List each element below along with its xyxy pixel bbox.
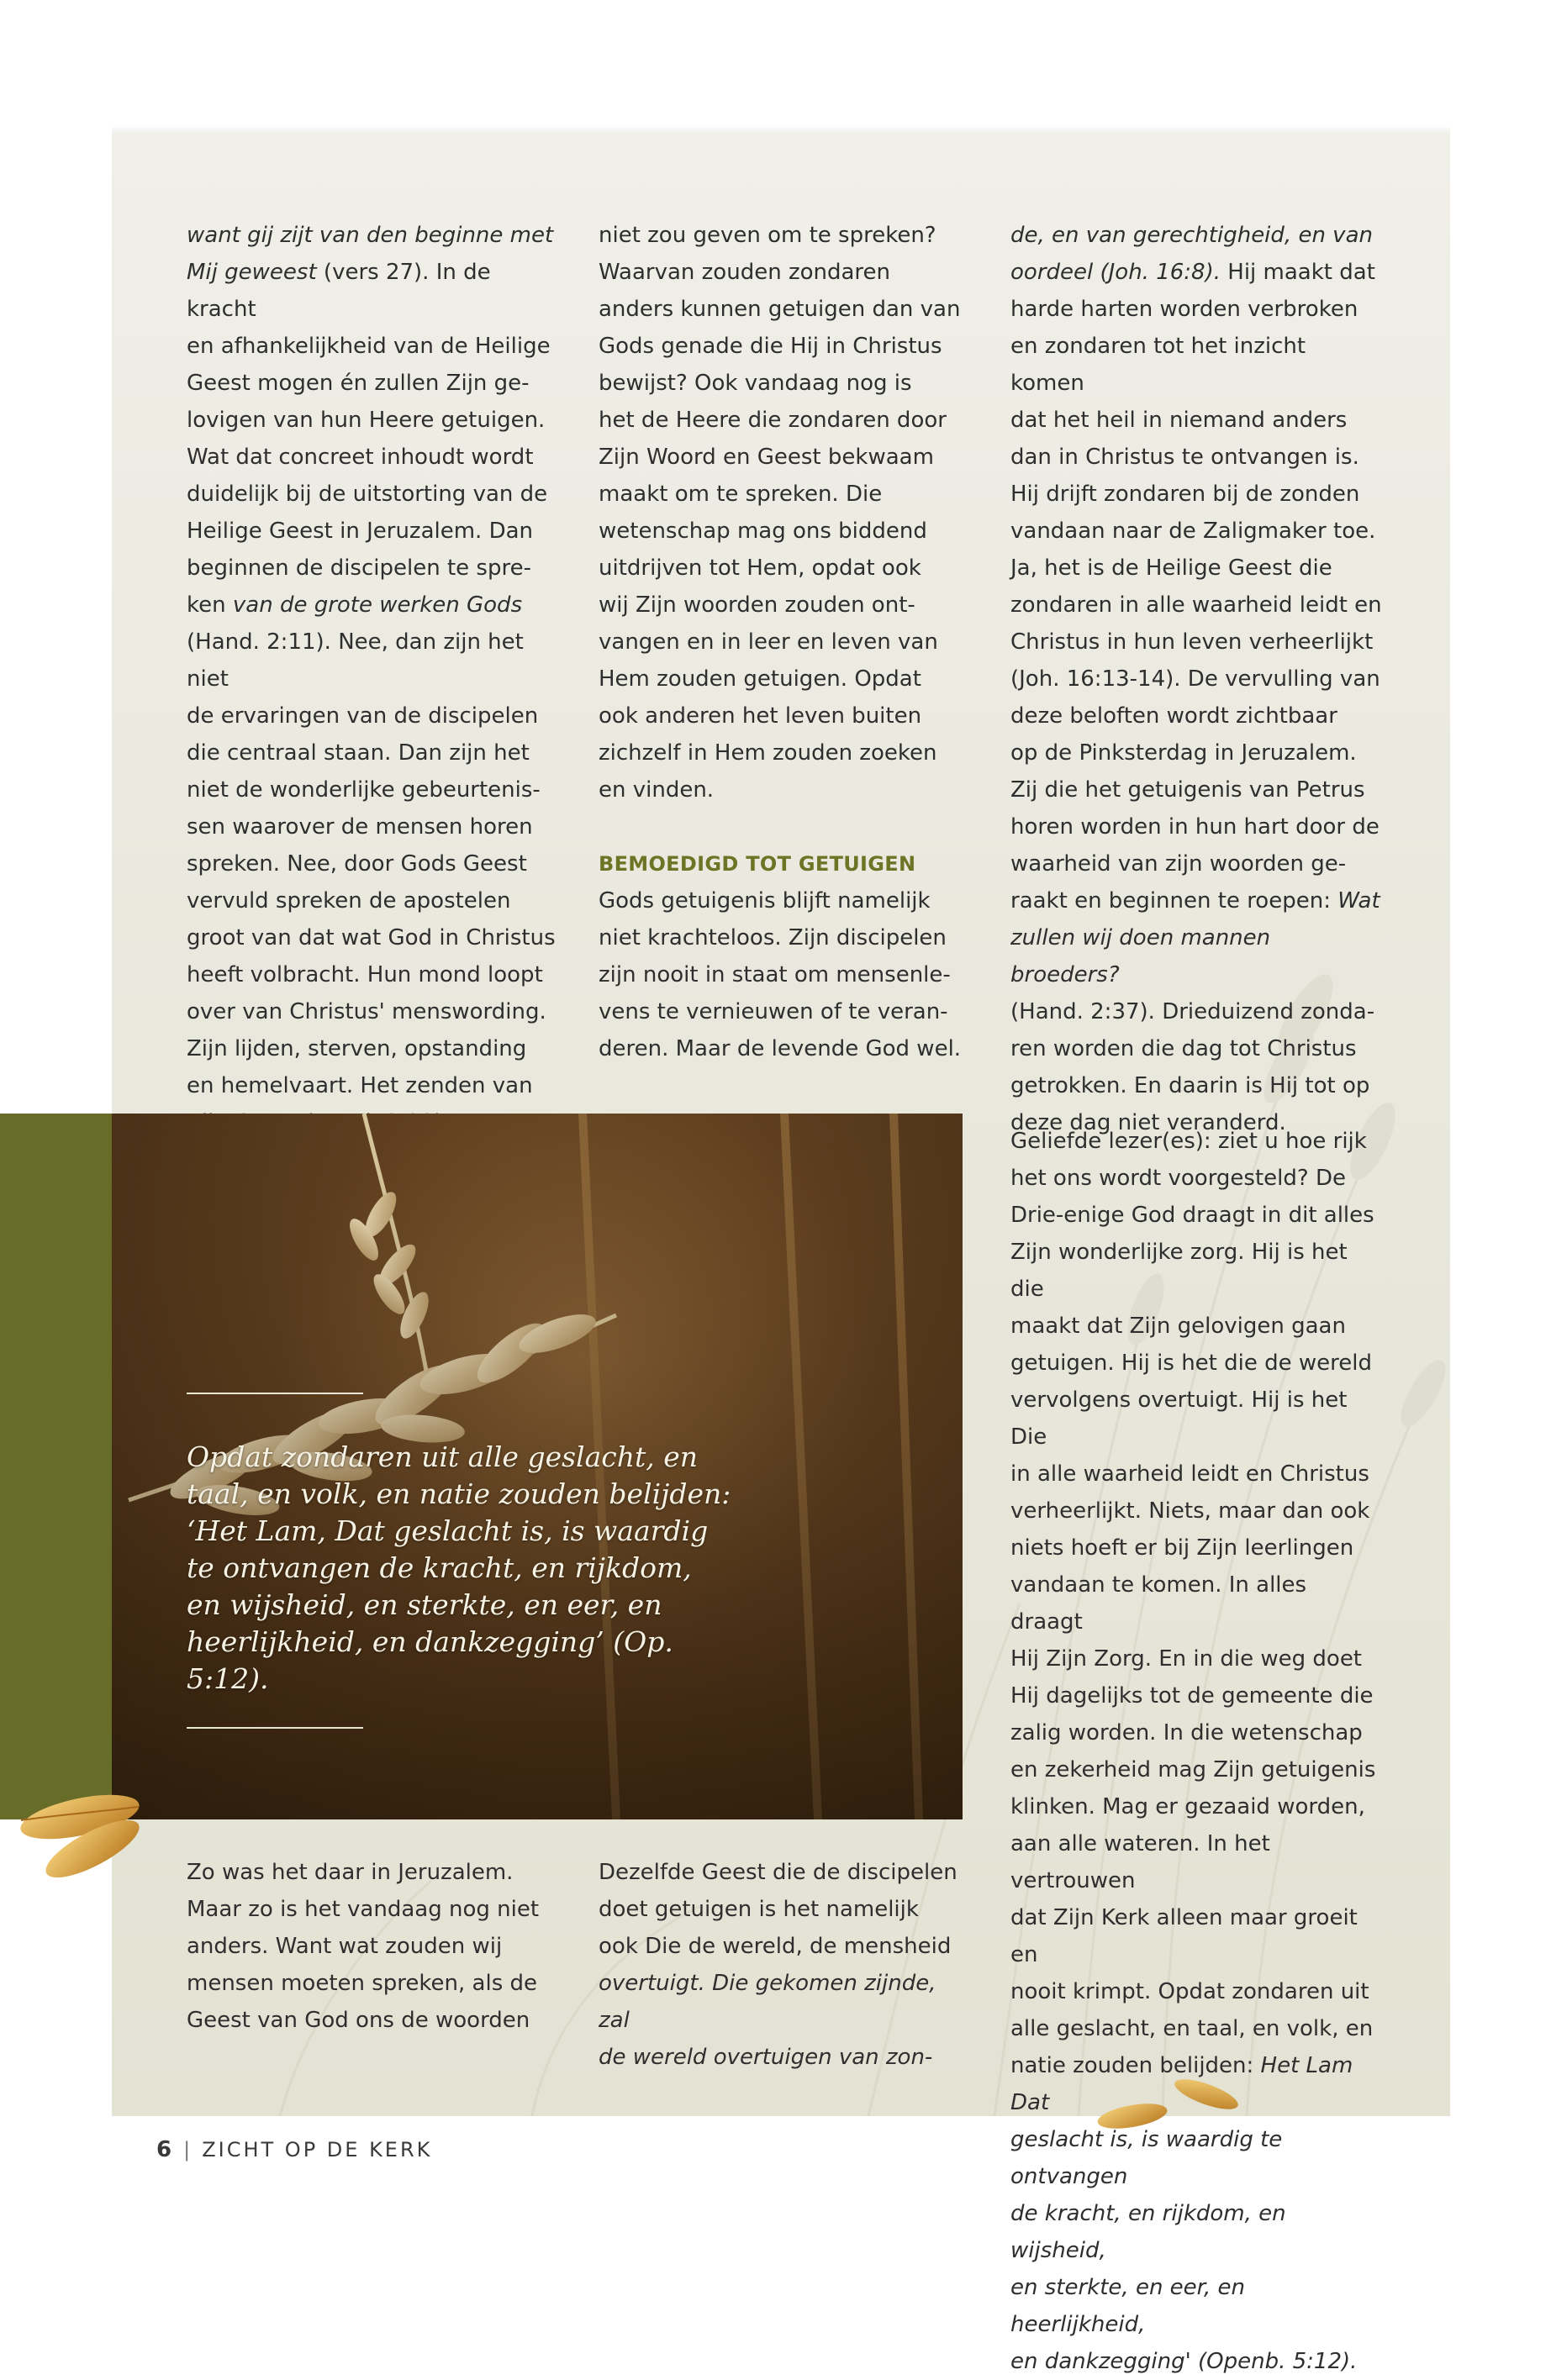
text-line [1010, 845, 1385, 882]
line-text: niets hoeft er bij Zijn leerlingen [1010, 1535, 1354, 1561]
text-line [187, 587, 561, 624]
text-line [1010, 291, 1385, 328]
line-text: ook anderen het leven buiten [599, 703, 922, 729]
column-2-bottom [599, 1854, 973, 2076]
text-line [599, 735, 973, 771]
text-line [1010, 217, 1385, 254]
text-line [187, 1928, 561, 1965]
page-number: 6 [156, 2137, 172, 2162]
line-text: aan alle wateren. In het vertrouwen [1010, 1831, 1270, 1893]
line-text: en zekerheid mag Zijn getuigenis [1010, 1757, 1376, 1782]
text-line [1010, 2195, 1385, 2269]
line-text: niet de wonderlijke gebeurtenis- [187, 777, 541, 803]
line-text: en hemelvaart. Het zenden van [187, 1073, 533, 1098]
text-line [187, 365, 561, 402]
line-prefix: raakt en beginnen te roepen: [1010, 888, 1338, 914]
text-line [599, 1030, 973, 1067]
line-italic: want gij zijt van den beginne met [187, 223, 554, 248]
text-line [1010, 587, 1385, 624]
text-line [187, 328, 561, 365]
text-line [187, 735, 561, 771]
line-text: deze beloften wordt zichtbaar [1010, 703, 1337, 729]
line-text: klinken. Mag er gezaaid worden, [1010, 1794, 1365, 1819]
text-line [187, 476, 561, 513]
text-line [599, 513, 973, 550]
quote-line: ‘Het Lam, Dat geslacht is, is waardig [187, 1514, 709, 1547]
text-line [599, 254, 973, 291]
line-text: spreken. Nee, door Gods Geest [187, 851, 527, 877]
text-line [1010, 1382, 1385, 1456]
text-line [1010, 993, 1385, 1030]
line-text: vandaan te komen. In alles draagt [1010, 1572, 1307, 1635]
text-line [187, 956, 561, 993]
quote-rule-top [187, 1393, 363, 1394]
text-line [1010, 1030, 1385, 1067]
text-line [1010, 2121, 1385, 2195]
line-text: lovigen van hun Heere getuigen. [187, 408, 546, 433]
text-line [599, 587, 973, 624]
text-line [1010, 476, 1385, 513]
text-line [1010, 698, 1385, 735]
text-line [1010, 1566, 1385, 1640]
line-text: wij Zijn woorden zouden ont- [599, 592, 915, 618]
column-2-top [599, 217, 973, 1067]
line-text: beginnen de discipelen te spre- [187, 556, 531, 581]
text-line [187, 1030, 561, 1067]
line-text: uitdrijven tot Hem, opdat ook [599, 556, 921, 581]
text-line [599, 624, 973, 661]
text-line [599, 365, 973, 402]
line-text: in alle waarheid leidt en Christus [1010, 1461, 1369, 1487]
text-line [1010, 735, 1385, 771]
line-text: vervolgens overtuigt. Hij is het Die [1010, 1387, 1348, 1450]
text-line [1010, 2343, 1385, 2380]
line-text: deren. Maar de levende God wel. [599, 1036, 962, 1061]
line-text: harde harten worden verbroken [1010, 297, 1358, 322]
text-line [1010, 2047, 1385, 2121]
text-line [187, 698, 561, 735]
line-text: en vinden. [599, 777, 715, 803]
text-line [1010, 1714, 1385, 1751]
text-line [1010, 1751, 1385, 1788]
line-text: Geest van God ons de woorden [187, 2008, 530, 2033]
line-text: de ervaringen van de discipelen [187, 703, 539, 729]
line-text: nooit krimpt. Opdat zondaren uit [1010, 1979, 1369, 2004]
line-text: Zo was het daar in Jeruzalem. [187, 1860, 514, 1885]
line-text: mensen moeten spreken, als de [187, 1971, 538, 1996]
line-text: Hij drijft zondaren bij de zonden [1010, 482, 1360, 507]
text-line [599, 771, 973, 808]
text-line [599, 882, 973, 919]
text-line [187, 402, 561, 439]
line-text: Drie-enige God draagt in dit alles [1010, 1203, 1374, 1228]
line-text: bewijst? Ook vandaag nog is [599, 371, 912, 396]
footer-separator: | [183, 2138, 191, 2161]
line-text: zichzelf in Hem zouden zoeken [599, 740, 937, 766]
text-line [1010, 402, 1385, 439]
line-italic: oordeel (Joh. 16:8). [1010, 260, 1221, 285]
text-line [1010, 1899, 1385, 1973]
text-line [1010, 1234, 1385, 1308]
line-italic: overtuigt. Die gekomen zijnde, zal [599, 1971, 936, 2033]
line-text: vandaan naar de Zaligmaker toe. [1010, 519, 1376, 544]
line-text: vervuld spreken de apostelen [187, 888, 511, 914]
text-line [1010, 1456, 1385, 1493]
line-text: deze dag niet veranderd. [1010, 1110, 1286, 1135]
text-line [599, 1854, 973, 1891]
line-text: maakt om te spreken. Die [599, 482, 883, 507]
text-line [187, 919, 561, 956]
line-text: die centraal staan. Dan zijn het [187, 740, 530, 766]
text-line [599, 698, 973, 735]
text-line [1010, 328, 1385, 402]
text-line [599, 1965, 973, 2039]
text-line [599, 328, 973, 365]
text-line [1010, 2010, 1385, 2047]
line-text: sen waarover de mensen horen [187, 814, 533, 840]
text-line [599, 661, 973, 698]
line-italic: Wat [1337, 888, 1380, 914]
line-text: niet zou geven om te spreken? [599, 223, 936, 248]
text-line [1010, 1973, 1385, 2010]
text-line [599, 291, 973, 328]
text-line [1010, 882, 1385, 919]
line-text: Maar zo is het vandaag nog niet [187, 1897, 540, 1922]
text-line [187, 882, 561, 919]
quote-line: taal, en volk, en natie zouden belijden: [187, 1477, 731, 1510]
quote-line: en wijsheid, en sterkte, en eer, en [187, 1588, 662, 1621]
line-text: waarheid van zijn woorden ge- [1010, 851, 1347, 877]
line-rest: Hij maakt dat [1221, 260, 1375, 285]
text-line [1010, 254, 1385, 291]
line-prefix: ken [187, 592, 233, 618]
text-line [1010, 1493, 1385, 1530]
text-line [187, 1891, 561, 1928]
quote-rule-bottom [187, 1727, 363, 1729]
text-line [187, 550, 561, 587]
text-line [599, 476, 973, 513]
line-text: anders kunnen getuigen dan van [599, 297, 961, 322]
column-3-bottom [1010, 1123, 1385, 2380]
text-line [1010, 513, 1385, 550]
line-text: Gods genade die Hij in Christus [599, 334, 942, 359]
text-line [187, 993, 561, 1030]
line-text: Gods getuigenis blijft namelijk [599, 888, 931, 914]
text-line [599, 956, 973, 993]
text-line [187, 513, 561, 550]
text-line [1010, 1640, 1385, 1677]
line-italic: de, en van gerechtigheid, en van [1010, 223, 1373, 248]
line-italic: de kracht, en rijkdom, en wijsheid, [1010, 2201, 1286, 2263]
line-text: Hij Zijn Zorg. En in die weg doet [1010, 1646, 1363, 1672]
line-text: Ja, het is de Heilige Geest die [1010, 556, 1332, 581]
line-text: Hij dagelijks tot de gemeente die [1010, 1683, 1374, 1709]
line-text: (Hand. 2:37). Drieduizend zonda- [1010, 999, 1375, 1024]
line-text: het ons wordt voorgesteld? De [1010, 1166, 1346, 1191]
line-italic: en sterkte, en eer, en heerlijkheid, [1010, 2275, 1245, 2337]
line-text: zijn nooit in staat om mensenle- [599, 962, 951, 987]
text-line [1010, 439, 1385, 476]
text-line [1010, 661, 1385, 698]
line-text: op de Pinksterdag in Jeruzalem. [1010, 740, 1357, 766]
column-1-bottom [187, 1854, 561, 2039]
line-text: Heilige Geest in Jeruzalem. Dan [187, 519, 534, 544]
line-text: Geest mogen én zullen Zijn ge- [187, 371, 530, 396]
quote-line: heerlijkheid, en dankzegging’ (Op. 5:12). [187, 1625, 673, 1695]
line-text: getuigen. Hij is het die de wereld [1010, 1351, 1372, 1376]
line-prefix: natie zouden belijden: [1010, 2053, 1261, 2078]
line-italic: zullen wij doen mannen broeders? [1010, 925, 1271, 987]
text-line [1010, 2269, 1385, 2343]
text-line [599, 402, 973, 439]
line-text: Wat dat concreet inhoudt wordt [187, 445, 534, 470]
text-line [1010, 1308, 1385, 1345]
line-text: groot van dat wat God in Christus [187, 925, 556, 950]
quote-line: te ontvangen de kracht, en rijkdom, [187, 1551, 692, 1584]
line-text: (Hand. 2:11). Nee, dan zijn het niet [187, 629, 524, 692]
text-line [187, 1965, 561, 2002]
line-text: en afhankelijkheid van de Heilige [187, 334, 551, 359]
grain-icon [4, 1782, 156, 1882]
text-line [599, 1928, 973, 1965]
text-line [187, 254, 561, 328]
line-text: het de Heere die zondaren door [599, 408, 947, 433]
line-text: duidelijk bij de uitstorting van de [187, 482, 548, 507]
text-line [187, 624, 561, 698]
page-footer [156, 2137, 432, 2162]
text-line [1010, 1160, 1385, 1197]
line-text: heeft volbracht. Hun mond loopt [187, 962, 543, 987]
line-text: dan in Christus te ontvangen is. [1010, 445, 1359, 470]
line-text: dat Zijn Kerk alleen maar groeit en [1010, 1905, 1358, 1967]
pull-quote [187, 1439, 758, 1698]
line-text: anders. Want wat zouden wij [187, 1934, 503, 1959]
line-text: niet krachteloos. Zijn discipelen [599, 925, 947, 950]
magazine-title: ZICHT OP DE KERK [202, 2138, 433, 2161]
line-text: Dezelfde Geest die de discipelen [599, 1860, 958, 1885]
text-line [187, 845, 561, 882]
text-line [1010, 919, 1385, 993]
line-text: vangen en in leer en leven van [599, 629, 938, 655]
text-line [599, 550, 973, 587]
text-line [1010, 1197, 1385, 1234]
text-line [1010, 550, 1385, 587]
text-line [187, 2002, 561, 2039]
line-text: (Joh. 16:13-14). De vervulling van [1010, 666, 1380, 692]
line-text: alle geslacht, en taal, en volk, en [1010, 2016, 1374, 2041]
line-italic: geslacht is, is waardig te ontvangen [1010, 2127, 1283, 2189]
line-italic: Het Lam Dat [1010, 2053, 1353, 2115]
line-text: Zijn Woord en Geest bekwaam [599, 445, 934, 470]
text-line [187, 217, 561, 254]
column-1-top [187, 217, 561, 1141]
text-line [1010, 771, 1385, 808]
text-line [1010, 808, 1385, 845]
line-text: Geliefde lezer(es): ziet u hoe rijk [1010, 1129, 1367, 1154]
text-line [1010, 1530, 1385, 1566]
text-line [1010, 624, 1385, 661]
text-line [599, 2039, 973, 2076]
text-line [187, 1854, 561, 1891]
line-italic: en dankzegging' (Openb. 5:12). [1010, 2349, 1358, 2374]
line-text: Waarvan zouden zondaren [599, 260, 891, 285]
line-text: vens te vernieuwen of te veran- [599, 999, 948, 1024]
line-text: Christus in hun leven verheerlijkt [1010, 629, 1374, 655]
section-subheading: BEMOEDIGD TOT GETUIGEN [599, 852, 916, 876]
line-italic: Mij geweest [187, 260, 317, 285]
text-line [187, 439, 561, 476]
line-italic: van de grote werken Gods [232, 592, 523, 618]
text-line [187, 808, 561, 845]
text-line [599, 217, 973, 254]
text-line [1010, 1825, 1385, 1899]
line-text: wetenschap mag ons biddend [599, 519, 927, 544]
line-text: maakt dat Zijn gelovigen gaan [1010, 1314, 1346, 1339]
line-rest: (vers 27). In de kracht [187, 260, 491, 322]
column-3-top [1010, 217, 1385, 1141]
line-text: horen worden in hun hart door de [1010, 814, 1380, 840]
text-line [599, 1891, 973, 1928]
text-line [599, 919, 973, 956]
line-text: verheerlijkt. Niets, maar dan ook [1010, 1498, 1370, 1524]
text-line [599, 993, 973, 1030]
line-text: zondaren in alle waarheid leidt en [1010, 592, 1382, 618]
line-text: dat het heil in niemand anders [1010, 408, 1348, 433]
line-text: ook Die de wereld, de mensheid [599, 1934, 952, 1959]
line-text: zalig worden. In die wetenschap [1010, 1720, 1363, 1746]
line-text: Zijn lijden, sterven, opstanding [187, 1036, 527, 1061]
line-text: doet getuigen is het namelijk [599, 1897, 919, 1922]
line-italic: de wereld overtuigen van zon- [599, 2045, 933, 2070]
text-line [1010, 1067, 1385, 1104]
text-line [187, 1067, 561, 1104]
line-text: en zondaren tot het inzicht komen [1010, 334, 1306, 396]
quote-line: Opdat zondaren uit alle geslacht, en [187, 1440, 699, 1473]
text-line [1010, 1677, 1385, 1714]
line-text: ren worden die dag tot Christus [1010, 1036, 1357, 1061]
text-line [1010, 1788, 1385, 1825]
text-line [1010, 1345, 1385, 1382]
text-line [599, 439, 973, 476]
line-text: getrokken. En daarin is Hij tot op [1010, 1073, 1370, 1098]
text-line [187, 771, 561, 808]
line-text: Zijn wonderlijke zorg. Hij is het die [1010, 1240, 1348, 1302]
line-text: Zij die het getuigenis van Petrus [1010, 777, 1365, 803]
line-text: over van Christus' menswording. [187, 999, 546, 1024]
text-line [1010, 1123, 1385, 1160]
line-text: Hem zouden getuigen. Opdat [599, 666, 921, 692]
